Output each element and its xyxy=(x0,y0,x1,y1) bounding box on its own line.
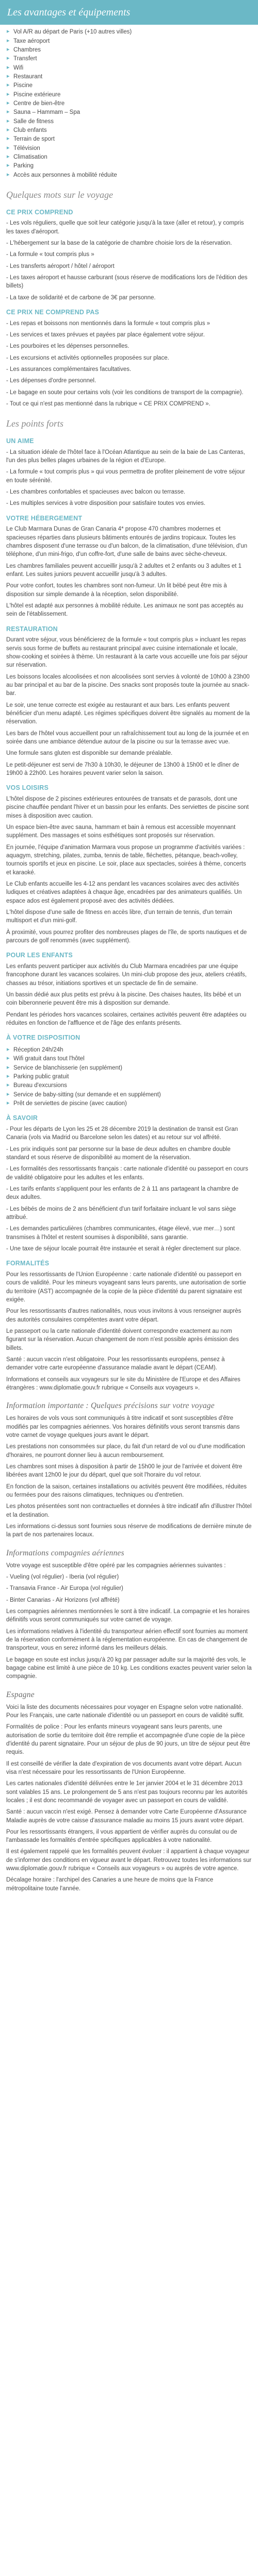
paragraph: Les chambres sont mises à disposition à partir de 15h00 le jour de l'arrivée et doivent être libérées avant 12h00 le jour du départ, quel que soit l'horaire du vol retour. xyxy=(6,1464,243,1479)
feature-list xyxy=(6,28,252,179)
subheading-information-importante-quelques-precisio: Information importante : Quelques précisions sur votre voyage xyxy=(6,1401,215,1411)
list-item: ▸ Centre de bien-être xyxy=(6,99,252,108)
list-item: ▸ Parking xyxy=(6,162,252,170)
list-item: ▸ Salle de fitness xyxy=(6,117,252,126)
list-item: ▸ Vol A/R au départ de Paris (+10 autres villes) xyxy=(6,28,252,36)
paragraph: - Les pourboires et les dépenses personnelles. xyxy=(6,343,130,350)
paragraph: L'hôtel dispose d'une salle de fitness en accès libre, d'un terrain de tennis, d'un terrain multisport et d'un mini-golf. xyxy=(6,909,232,924)
section-quelques-mots xyxy=(6,189,252,408)
paragraph: - Les bébés de moins de 2 ans bénéficient d'un tarif forfaitaire incluant le vol sans siège attribué. xyxy=(6,1206,236,1221)
list-item: ▸ Télévision xyxy=(6,144,252,152)
paragraph: En journée, l'équipe d'animation Marmara vous propose un programme d'activités variées : aquagym, stretching, pilates, zumba, tennis de table, fléchettes, pétanque, beach-volley, tournois sportifs et jeux en piscine. Le soir, place aux spectacles, soirées à thème, concerts et karaoké. xyxy=(6,844,246,876)
paragraph: - Les assurances complémentaires facultatives. xyxy=(6,366,132,372)
subheading-ce-prix-ne-comprend-pas: CE PRIX NE COMPREND PAS xyxy=(6,308,100,316)
paragraph: - La formule « tout compris plus » xyxy=(6,251,94,258)
paragraph: Voici la liste des documents nécessaires pour voyager en Espagne selon votre nationalité. Pour les Français, une carte nationale d'identité ou un passeport en cours de validité suffit. xyxy=(6,1704,244,1719)
paragraph: - Les multiples services à votre disposition pour satisfaire toutes vos envies. xyxy=(6,500,206,507)
list-item: ▸ Piscine xyxy=(6,81,252,90)
paragraph: Le Club enfants accueille les 4-12 ans pendant les vacances scolaires avec des activités ludiques et créatives adaptées à chaque âge, encadrées par des animateurs qualifiés. Un espace ados est également proposé avec des activités dédiées. xyxy=(6,880,242,904)
paragraph: - Pour les départs de Lyon les 25 et 28 décembre 2019 la destination de transit est Gran Canaria (vols via Madrid ou Barcelone selon les dates) et au retour sur vol affrété. xyxy=(6,1126,238,1141)
paragraph: Pour votre confort, toutes les chambres sont non-fumeur. Un lit bébé peut être mis à disposition sur simple demande à la réception, selon disponibilité. xyxy=(6,583,227,598)
list-item: ▸ Terrain de sport xyxy=(6,135,252,143)
paragraph: - La situation idéale de l'hôtel face à l'Océan Atlantique au sein de la baie de Las Canteras, l'un des plus belles plages urbaines de la région et d'Europe. xyxy=(6,449,245,464)
paragraph: - Les vols réguliers, quelle que soit leur catégorie jusqu'à la taxe (aller et retour), y compris les taxes d'aéroport. xyxy=(6,220,244,235)
paragraph: Le bagage en soute est inclus jusqu'à 20 kg par passager adulte sur la majorité des vols, le bagage cabine est limité à une pièce de 10 kg. Les conditions exactes peuvent varier selon la compagnie. xyxy=(6,1656,252,1680)
paragraph: Pour les ressortissants de l'Union Européenne : carte nationale d'identité ou passeport en cours de validité. Pour les mineurs voyageant sans leurs parents, une autorisation de sortie du territoire (AST) accompagnée de la copie de la pièce d'identité du parent signataire est exigée. xyxy=(6,1272,246,1303)
list-item: ▸ Service de baby-sitting (sur demande et en supplément) xyxy=(6,1091,252,1099)
subheading-a-savoir: À SAVOIR xyxy=(6,1114,38,1122)
paragraph: - La formule « tout compris plus » qui vous permettra de profiter pleinement de votre séjour en toute sérénité. xyxy=(6,469,245,484)
paragraph: Un bassin dédié aux plus petits est prévu à la piscine. Des chaises hautes, lits bébé et un coin biberonnerie peuvent être mis à disposition sur demande. xyxy=(6,991,241,1007)
paragraph: À proximité, vous pourrez profiter des nombreuses plages de l'île, de sports nautiques et de parcours de golf renommés (avec supplément). xyxy=(6,929,247,944)
paragraph: Le passeport ou la carte nationale d'identité doivent correspondre exactement au nom figurant sur la réservation. Aucun changement de nom n'est possible après émission des billets. xyxy=(6,1328,239,1351)
paragraph: L'hôtel est adapté aux personnes à mobilité réduite. Les animaux ne sont pas acceptés au sein de l'établissement. xyxy=(6,602,244,618)
paragraph: En fonction de la saison, certaines installations ou activités peuvent être modifiées, réduites ou fermées pour des raisons climatiques, techniques ou d'entretien. xyxy=(6,1483,247,1498)
paragraph: - Tout ce qui n'est pas mentionné dans la rubrique « CE PRIX COMPREND ». xyxy=(6,400,211,407)
paragraph: Les boissons locales alcoolisées et non alcoolisées sont servies à volonté de 10h00 à 23h00 au bar principal et au bar de la piscine. Des snacks sont proposés toute la journée au snack-bar. xyxy=(6,673,250,697)
paragraph: - Les excursions et activités optionnelles proposées sur place. xyxy=(6,354,169,361)
paragraph: Durant votre séjour, vous bénéficierez de la formule « tout compris plus » incluant les repas servis sous forme de buffets au restaurant principal avec cuisine internationale et locale, show-cooking et soirées à thème. Un restaurant à la carte vous accueille une fois par séjour sur réservation. xyxy=(6,637,248,669)
list-item: ▸ Club enfants xyxy=(6,126,252,134)
paragraph: Les compagnies aériennes mentionnées le sont à titre indicatif. La compagnie et les horaires définitifs vous seront communiqués sur votre carnet de voyage. xyxy=(6,1608,250,1623)
paragraph: Une formule sans gluten est disponible sur demande préalable. xyxy=(6,750,173,757)
list-item: ▸ Parking public gratuit xyxy=(6,1073,252,1081)
subheading-restauration: RESTAURATION xyxy=(6,625,58,633)
list-item: ▸ Accès aux personnes à mobilité réduite xyxy=(6,171,252,179)
list-item: ▸ Wifi xyxy=(6,64,252,72)
paragraph: Les prestations non consommées sur place, du fait d'un retard de vol ou d'une modification d'horaires, ne pourront donner lieu à aucun remboursement. xyxy=(6,1444,245,1459)
subheading-espagne: Espagne xyxy=(6,1690,35,1699)
section-points-forts xyxy=(6,417,252,1893)
paragraph: - Les repas et boissons non mentionnés dans la formule « tout compris plus » xyxy=(6,320,211,327)
paragraph: Le soir, une tenue correcte est exigée au restaurant et aux bars. Les enfants peuvent bénéficier d'un menu adapté. Les régimes spécifiques doivent être signalés au moment de la réservation. xyxy=(6,702,250,725)
paragraph: Les enfants peuvent participer aux activités du Club Marmara encadrées par une équipe francophone durant les vacances scolaires. Un mini-club propose des jeux, ateliers créatifs, chasses au trésor, initiations sportives et un spectacle de fin de semaine. xyxy=(6,963,247,987)
subheading-formalites: FORMALITÉS xyxy=(6,1260,50,1267)
paragraph: Il est conseillé de vérifier la date d'expiration de vos documents avant votre départ. Aucun visa n'est nécessaire pour les ressortissants de l'Union Européenne. xyxy=(6,1760,242,1775)
paragraph: Santé : aucun vaccin n'est obligatoire. Pour les ressortissants européens, pensez à demander votre carte européenne d'assurance maladie avant le départ (CEAM). xyxy=(6,1357,225,1371)
list-item: ▸ Taxe aéroport xyxy=(6,37,252,45)
paragraph: Santé : aucun vaccin n'est exigé. Pensez à demander votre Carte Européenne d'Assurance Maladie auprès de votre caisse d'assurance maladie au moins 15 jours avant votre départ. xyxy=(6,1809,247,1824)
paragraph: - Les demandes particulières (chambres communicantes, étage élevé, vue mer…) sont transmises à l'hôtel et restent soumises à disponibilité, sans garantie. xyxy=(6,1226,235,1241)
list-item: ▸ Restaurant xyxy=(6,73,252,81)
paragraph: Pour les ressortissants d'autres nationalités, nous vous invitons à vous renseigner auprès des autorités consulaires compétentes avant votre départ. xyxy=(6,1308,241,1323)
paragraph: - La taxe de solidarité et de carbone de 3€ par personne. xyxy=(6,294,156,301)
list-item: ▸ Sauna – Hammam – Spa xyxy=(6,108,252,116)
paragraph: Les photos présentées sont non contractuelles et données à titre indicatif afin d'illustrer l'hôtel et la destination. xyxy=(6,1503,252,1518)
list-item: ▸ Piscine extérieure xyxy=(6,91,252,99)
paragraph: L'hôtel dispose de 2 piscines extérieures entourées de transats et de parasols, dont une piscine chauffée pendant l'hiver et un bassin pour les enfants. Des serviettes de piscine sont mises à disposition avec caution. xyxy=(6,795,249,819)
list-item: ▸ Chambres xyxy=(6,46,252,54)
paragraph: Il est également rappelé que les formalités peuvent évoluer : il appartient à chaque voyageur de s'informer des conditions en vigueur avant le départ. Retrouvez toutes les informations sur www.diplomatie.gouv.fr rubrique « Conseils aux voyageurs » ou auprès de votre agence. xyxy=(6,1849,252,1872)
list-item: ▸ Service de blanchisserie (en supplément) xyxy=(6,1064,252,1072)
paragraph: - Les taxes aéroport et hausse carburant (sous réserve de modifications lors de l'édition des billets) xyxy=(6,274,248,290)
paragraph: Les horaires de vols vous sont communiqués à titre indicatif et sont susceptibles d'être modifiés par les compagnies aériennes. Vos horaires définitifs vous seront transmis dans votre carnet de voyage quelques jours avant le départ. xyxy=(6,1415,240,1439)
paragraph: Le Club Marmara Dunas de Gran Canaria 4* propose 470 chambres modernes et spacieuses réparties dans plusieurs bâtiments entourés de jardins tropicaux. Toutes les chambres disposent d'une terrasse ou d'un balcon, de la climatisation, d'une télévision, d'un téléphone, d'un mini-frigo, d'un coffre-fort, d'une salle de bains avec sèche-cheveux. xyxy=(6,526,248,558)
list-item: ▸ Réception 24h/24h xyxy=(6,1046,252,1054)
subheading-pour-les-enfants: POUR LES ENFANTS xyxy=(6,952,73,959)
paragraph: - Les dépenses d'ordre personnel. xyxy=(6,378,96,384)
paragraph: - Binter Canarias - Air Horizons (vol affrété) xyxy=(6,1597,120,1603)
paragraph: Les cartes nationales d'identité délivrées entre le 1er janvier 2004 et le 31 décembre 2013 sont valables 15 ans. Le prolongement de 5 ans n'est pas toujours reconnu par les autorités locales ; il est donc recommandé de voyager avec un passeport en cours de validité. xyxy=(6,1781,248,1804)
paragraph: - L'hébergement sur la base de la catégorie de chambre choisie lors de la réservation. xyxy=(6,240,232,246)
paragraph: Les chambres familiales peuvent accueillir jusqu'à 2 adultes et 2 enfants ou 3 adultes et 1 enfant. Les suites juniors peuvent accueillir jusqu'à 3 adultes. xyxy=(6,563,242,578)
list-item: ▸ Bureau d'excursions xyxy=(6,1081,252,1090)
paragraph: - Le bagage en soute pour certains vols (voir les conditions de transport de la compagnie). xyxy=(6,389,244,396)
paragraph: Le petit-déjeuner est servi de 7h30 à 10h30, le déjeuner de 13h00 à 15h00 et le dîner de 19h00 à 22h00. Les horaires peuvent varier selon la saison. xyxy=(6,761,239,776)
list-item: ▸ Prêt de serviettes de piscine (avec caution) xyxy=(6,1099,252,1108)
section-inclus xyxy=(6,0,252,179)
paragraph: Les informations ci-dessus sont fournies sous réserve de modifications de dernière minute de la part de nos partenaires locaux. xyxy=(6,1523,252,1538)
paragraph: - Une taxe de séjour locale pourrait être instaurée et serait à régler directement sur place. xyxy=(6,1246,241,1252)
subheading-ce-prix-comprend: CE PRIX COMPREND xyxy=(6,208,73,216)
section-title: Les points forts xyxy=(6,418,64,429)
paragraph: Informations et conseils aux voyageurs sur le site du Ministère de l'Europe et des Affaires étrangères : www.diplomatie.gouv.fr rubrique « Conseils aux voyageurs ». xyxy=(6,1376,240,1392)
paragraph: Décalage horaire : l'archipel des Canaries a une heure de moins que la France métropolitaine toute l'année. xyxy=(6,1877,214,1892)
paragraph: - Les tarifs enfants s'appliquent pour les enfants de 2 à 11 ans partageant la chambre de deux adultes. xyxy=(6,1186,239,1201)
list-item: ▸ Climatisation xyxy=(6,153,252,161)
paragraph: Les informations relatives à l'identité du transporteur aérien effectif sont fournies au moment de la réservation conformément à la réglementation européenne. En cas de changement de transporteur, vous en serez informé dans les meilleurs délais. xyxy=(6,1628,248,1652)
paragraph: - Les formalités des ressortissants français : carte nationale d'identité ou passeport en cours de validité obligatoire pour les adultes et les enfants. xyxy=(6,1166,248,1181)
paragraph: - Vueling (vol régulier) - Iberia (vol régulier) xyxy=(6,1573,119,1580)
paragraph: - Les chambres confortables et spacieuses avec balcon ou terrasse. xyxy=(6,488,186,495)
paragraph: - Les transferts aéroport / hôtel / aéroport xyxy=(6,263,115,269)
paragraph: Votre voyage est susceptible d'être opéré par les compagnies aériennes suivantes : xyxy=(6,1562,226,1569)
subheading-votre-hebergement: VOTRE HÉBERGEMENT xyxy=(6,514,83,522)
paragraph: Un espace bien-être avec sauna, hammam et bain à remous est accessible moyennant supplément. Des massages et soins esthétiques sont proposés sur réservation. xyxy=(6,824,236,839)
feature-list xyxy=(6,1046,252,1108)
paragraph: - Transavia France - Air Europa (vol régulier) xyxy=(6,1585,123,1592)
subheading-vos-loisirs: VOS LOISIRS xyxy=(6,784,49,792)
paragraph: Les bars de l'hôtel vous accueillent pour un rafraîchissement tout au long de la journée et en soirée dans une ambiance détendue autour de la piscine ou sur la terrasse avec vue. xyxy=(6,730,249,745)
list-item: ▸ Transfert xyxy=(6,55,252,63)
section-title: Les avantages et équipements xyxy=(0,0,258,25)
paragraph: Pour les ressortissants étrangers, il vous appartient de vérifier auprès du consulat ou de l'ambassade les formalités d'entrée spécifiques applicables à votre nationalité. xyxy=(6,1828,237,1844)
paragraph: - Les services et taxes prévues et payées par place également votre séjour. xyxy=(6,331,205,338)
subheading-a-votre-disposition: À VOTRE DISPOSITION xyxy=(6,1034,80,1042)
paragraph: - Les prix indiqués sont par personne sur la base de deux adultes en chambre double standard et sous réserve de disponibilité au moment de la réservation. xyxy=(6,1146,231,1161)
list-item: ▸ Wifi gratuit dans tout l'hôtel xyxy=(6,1055,252,1063)
section-title: Quelques mots sur le voyage xyxy=(6,189,113,200)
subheading-un-aime: UN AIME xyxy=(6,437,34,445)
paragraph: Pendant les périodes hors vacances scolaires, certaines activités peuvent être adaptées ou réduites en fonction de l'affluence et de l'âge des enfants présents. xyxy=(6,1011,247,1026)
subheading-informations-compagnies-aeriennes: Informations compagnies aériennes xyxy=(6,1548,124,1557)
paragraph: Formalités de police : Pour les enfants mineurs voyageant sans leurs parents, une autorisation de sortie du territoire doit être remplie et accompagnée d'une copie de la pièce d'identité du parent signataire. Pour un séjour de plus de 90 jours, un titre de séjour peut être requis. xyxy=(6,1724,250,1756)
